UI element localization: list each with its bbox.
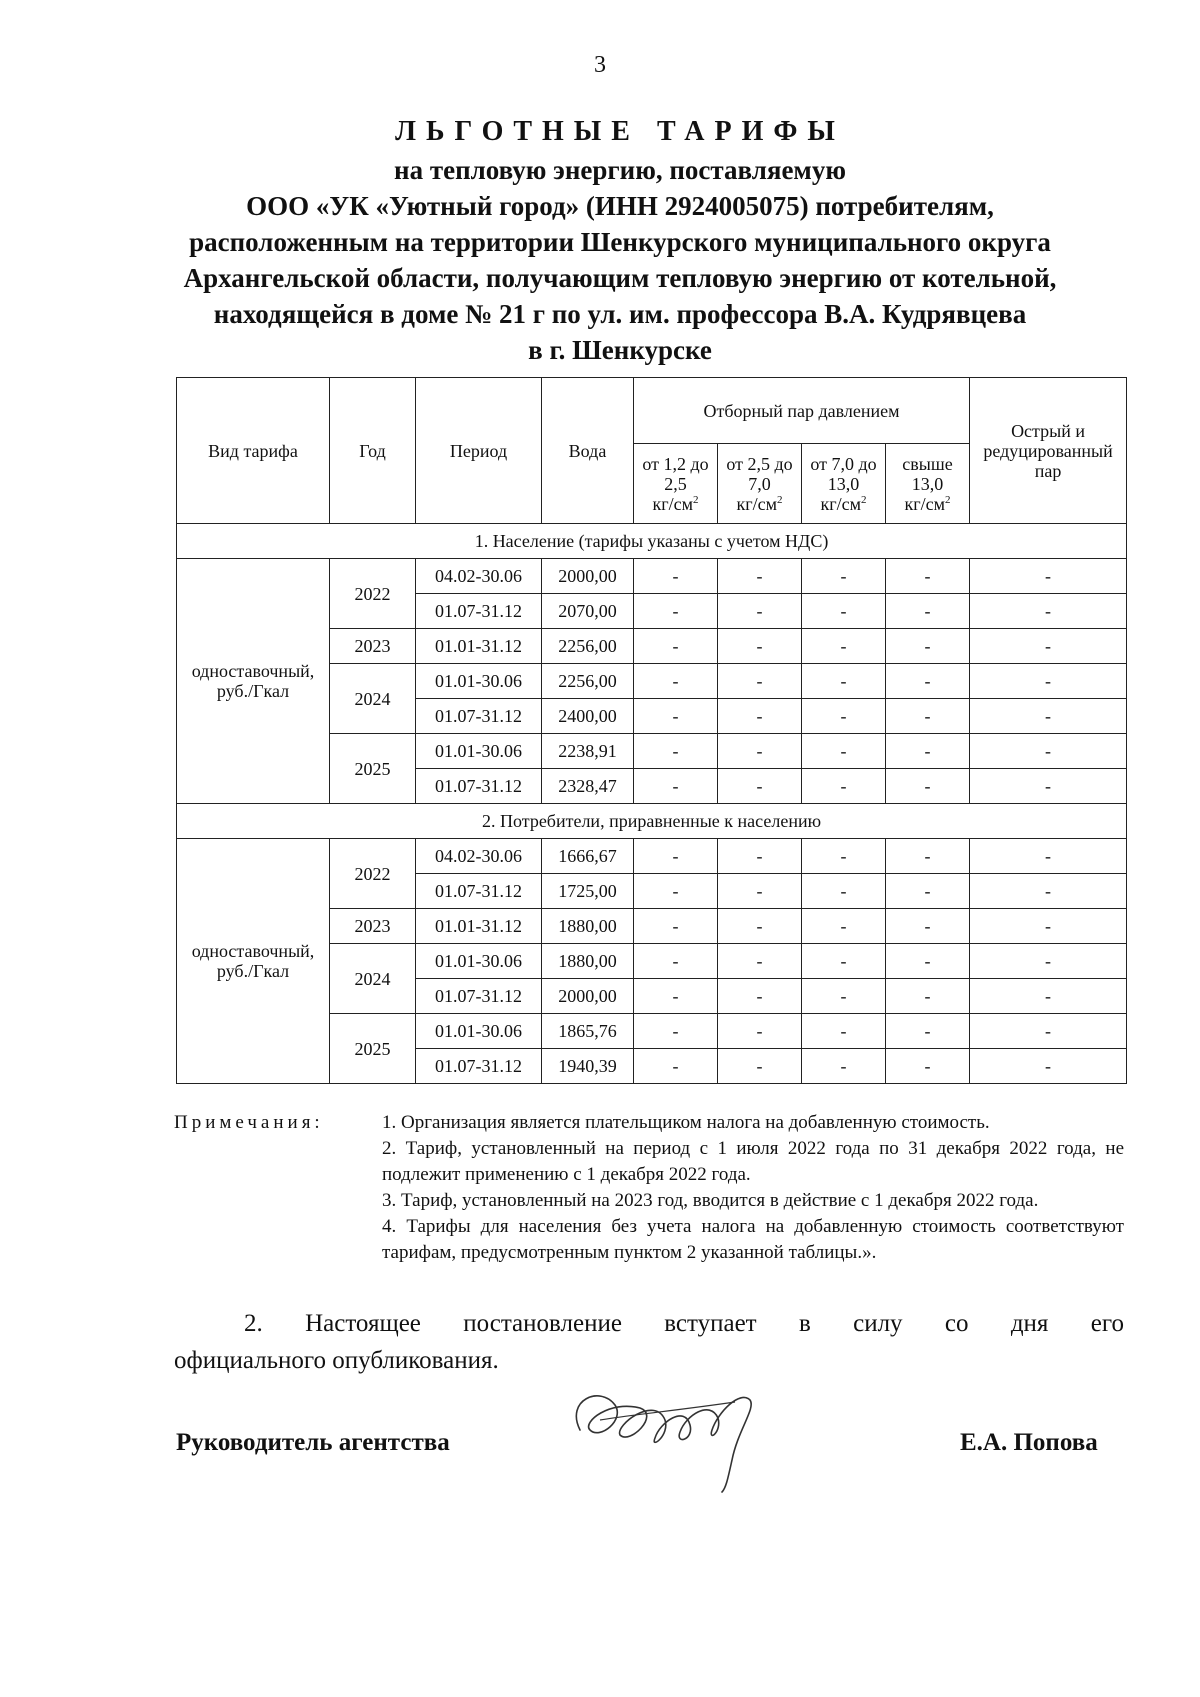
empty-value-cell: - (886, 699, 970, 734)
tariff-type-cell: одноставочный, руб./Гкал (177, 839, 330, 1084)
handwritten-signature (560, 1360, 780, 1500)
header-steam-3: от 7,0 до 13,0 $кг/см^2$ (802, 444, 886, 524)
water-tariff-cell: 2000,00 (542, 559, 634, 594)
empty-value-cell: - (718, 664, 802, 699)
period-cell: 01.07-31.12 (416, 769, 542, 804)
empty-value-cell: - (634, 874, 718, 909)
empty-value-cell: - (802, 909, 886, 944)
empty-value-cell: - (886, 629, 970, 664)
empty-value-cell: - (970, 664, 1127, 699)
empty-value-cell: - (802, 769, 886, 804)
water-tariff-cell: 2070,00 (542, 594, 634, 629)
empty-value-cell: - (970, 874, 1127, 909)
decree-word: Настоящее (305, 1310, 421, 1337)
empty-value-cell: - (886, 1049, 970, 1084)
title-line: в г. Шенкурске (528, 335, 712, 365)
empty-value-cell: - (970, 979, 1127, 1014)
empty-value-cell: - (634, 629, 718, 664)
empty-value-cell: - (802, 1014, 886, 1049)
section-title: 2. Потребители, приравненные к населению (177, 804, 1127, 839)
period-cell: 01.01-31.12 (416, 909, 542, 944)
header-period: Период (416, 378, 542, 524)
notes-list (382, 1110, 1124, 1266)
title-line: расположенным на территории Шенкурского муниципального округа (189, 227, 1051, 257)
period-cell: 04.02-30.06 (416, 839, 542, 874)
period-cell: 01.07-31.12 (416, 979, 542, 1014)
empty-value-cell: - (970, 699, 1127, 734)
period-cell: 01.07-31.12 (416, 699, 542, 734)
empty-value-cell: - (802, 559, 886, 594)
page-number: 3 (594, 52, 606, 78)
empty-value-cell: - (718, 944, 802, 979)
empty-value-cell: - (886, 559, 970, 594)
empty-value-cell: - (634, 839, 718, 874)
empty-value-cell: - (802, 594, 886, 629)
note-item: 1. Организация является плательщиком налога на добавленную стоимость. (382, 1112, 990, 1133)
decree-word: дня (1010, 1310, 1049, 1337)
empty-value-cell: - (634, 1014, 718, 1049)
title-line: ООО «УК «Уютный город» (ИНН 2924005075) потребителям, (246, 191, 994, 221)
header-water: Вода (542, 378, 634, 524)
empty-value-cell: - (886, 979, 970, 1014)
empty-value-cell: - (970, 839, 1127, 874)
empty-value-cell: - (718, 734, 802, 769)
period-cell: 01.01-30.06 (416, 734, 542, 769)
year-cell: 2022 (330, 559, 416, 629)
empty-value-cell: - (634, 769, 718, 804)
empty-value-cell: - (718, 874, 802, 909)
water-tariff-cell: 1666,67 (542, 839, 634, 874)
empty-value-cell: - (634, 1049, 718, 1084)
year-cell: 2023 (330, 909, 416, 944)
empty-value-cell: - (886, 734, 970, 769)
tariff-table (176, 377, 1127, 1084)
empty-value-cell: - (802, 979, 886, 1014)
empty-value-cell: - (970, 1014, 1127, 1049)
header-sharp-steam: Острый и редуцированный пар (970, 378, 1127, 524)
decree-word: постановление (463, 1310, 622, 1337)
period-cell: 01.01-30.06 (416, 944, 542, 979)
empty-value-cell: - (802, 629, 886, 664)
empty-value-cell: - (802, 699, 886, 734)
water-tariff-cell: 2328,47 (542, 769, 634, 804)
section-row (177, 804, 1127, 839)
title-line: Архангельской области, получающим тепловую энергию от котельной, (183, 263, 1057, 293)
period-cell: 01.01-30.06 (416, 664, 542, 699)
empty-value-cell: - (970, 909, 1127, 944)
header-tariff-type: Вид тарифа (177, 378, 330, 524)
empty-value-cell: - (718, 1049, 802, 1084)
decree-continuation: официального опубликования. (174, 1347, 499, 1374)
empty-value-cell: - (634, 559, 718, 594)
title-line: на тепловую энергию, поставляемую (394, 155, 846, 185)
water-tariff-cell: 2400,00 (542, 699, 634, 734)
table-row (177, 839, 1127, 874)
header-steam-4: свыше 13,0 $кг/см^2$ (886, 444, 970, 524)
section-title: 1. Население (тарифы указаны с учетом НДС) (177, 524, 1127, 559)
empty-value-cell: - (886, 874, 970, 909)
water-tariff-cell: 1725,00 (542, 874, 634, 909)
period-cell: 04.02-30.06 (416, 559, 542, 594)
empty-value-cell: - (886, 769, 970, 804)
period-cell: 01.07-31.12 (416, 874, 542, 909)
empty-value-cell: - (802, 944, 886, 979)
empty-value-cell: - (718, 629, 802, 664)
empty-value-cell: - (970, 734, 1127, 769)
empty-value-cell: - (802, 839, 886, 874)
empty-value-cell: - (886, 909, 970, 944)
title-main: ЛЬГОТНЫЕ ТАРИФЫ (395, 116, 845, 147)
table-row (177, 559, 1127, 594)
empty-value-cell: - (634, 909, 718, 944)
year-cell: 2024 (330, 664, 416, 734)
empty-value-cell: - (634, 664, 718, 699)
empty-value-cell: - (970, 769, 1127, 804)
empty-value-cell: - (886, 944, 970, 979)
year-cell: 2024 (330, 944, 416, 1014)
header-steam-2: от 2,5 до 7,0 $кг/см^2$ (718, 444, 802, 524)
water-tariff-cell: 2000,00 (542, 979, 634, 1014)
empty-value-cell: - (970, 1049, 1127, 1084)
period-cell: 01.07-31.12 (416, 1049, 542, 1084)
decree-word: со (944, 1310, 969, 1337)
empty-value-cell: - (634, 699, 718, 734)
title-line: находящейся в доме № 21 г по ул. им. профессора В.А. Кудрявцева (213, 299, 1027, 329)
signatory-name: Е.А. Попова (960, 1429, 1098, 1456)
empty-value-cell: - (802, 874, 886, 909)
note-item: 3. Тариф, установленный на 2023 год, вводится в действие с 1 декабря 2022 года. (382, 1190, 1039, 1211)
water-tariff-cell: 1865,76 (542, 1014, 634, 1049)
water-tariff-cell: 2238,91 (542, 734, 634, 769)
note-item: 4. Тарифы для населения без учета налога на добавленную стоимость соответствуют тарифам, предусмотренным пунктом 2 указанной таблицы.». (382, 1216, 1124, 1263)
tariff-type-cell: одноставочный, руб./Гкал (177, 559, 330, 804)
empty-value-cell: - (886, 839, 970, 874)
decree-word: его (1090, 1310, 1124, 1337)
year-cell: 2022 (330, 839, 416, 909)
water-tariff-cell: 1880,00 (542, 909, 634, 944)
table-body (177, 524, 1127, 1084)
empty-value-cell: - (718, 769, 802, 804)
note-item: 2. Тариф, установленный на период с 1 июля 2022 года по 31 декабря 2022 года, не подлежит применению с 1 декабря 2022 года. (382, 1138, 1124, 1185)
empty-value-cell: - (886, 594, 970, 629)
empty-value-cell: - (802, 664, 886, 699)
decree-word: силу (853, 1310, 903, 1337)
header-steam-1: от 1,2 до 2,5 $кг/см^2$ (634, 444, 718, 524)
period-cell: 01.07-31.12 (416, 594, 542, 629)
empty-value-cell: - (718, 594, 802, 629)
empty-value-cell: - (970, 629, 1127, 664)
empty-value-cell: - (634, 944, 718, 979)
period-cell: 01.01-31.12 (416, 629, 542, 664)
empty-value-cell: - (718, 1014, 802, 1049)
empty-value-cell: - (970, 944, 1127, 979)
empty-value-cell: - (886, 664, 970, 699)
empty-value-cell: - (802, 1049, 886, 1084)
water-tariff-cell: 2256,00 (542, 629, 634, 664)
empty-value-cell: - (970, 559, 1127, 594)
water-tariff-cell: 1940,39 (542, 1049, 634, 1084)
notes-label: Примечания: (174, 1112, 324, 1133)
water-tariff-cell: 1880,00 (542, 944, 634, 979)
header-steam-group: Отборный пар давлением (634, 378, 970, 444)
decree-word: вступает (664, 1310, 757, 1337)
year-cell: 2025 (330, 1014, 416, 1084)
empty-value-cell: - (718, 559, 802, 594)
year-cell: 2025 (330, 734, 416, 804)
water-tariff-cell: 2256,00 (542, 664, 634, 699)
empty-value-cell: - (718, 909, 802, 944)
header-year: Год (330, 378, 416, 524)
empty-value-cell: - (634, 979, 718, 1014)
empty-value-cell: - (718, 699, 802, 734)
document-title (140, 112, 1100, 368)
period-cell: 01.01-30.06 (416, 1014, 542, 1049)
empty-value-cell: - (802, 734, 886, 769)
empty-value-cell: - (718, 839, 802, 874)
decree-first-line (174, 1305, 1124, 1342)
signatory-title: Руководитель агентства (176, 1429, 450, 1456)
empty-value-cell: - (634, 594, 718, 629)
empty-value-cell: - (886, 1014, 970, 1049)
empty-value-cell: - (634, 734, 718, 769)
decree-word: в (798, 1310, 811, 1337)
empty-value-cell: - (970, 594, 1127, 629)
decree-number: 2. (244, 1310, 263, 1337)
section-row (177, 524, 1127, 559)
year-cell: 2023 (330, 629, 416, 664)
empty-value-cell: - (718, 979, 802, 1014)
